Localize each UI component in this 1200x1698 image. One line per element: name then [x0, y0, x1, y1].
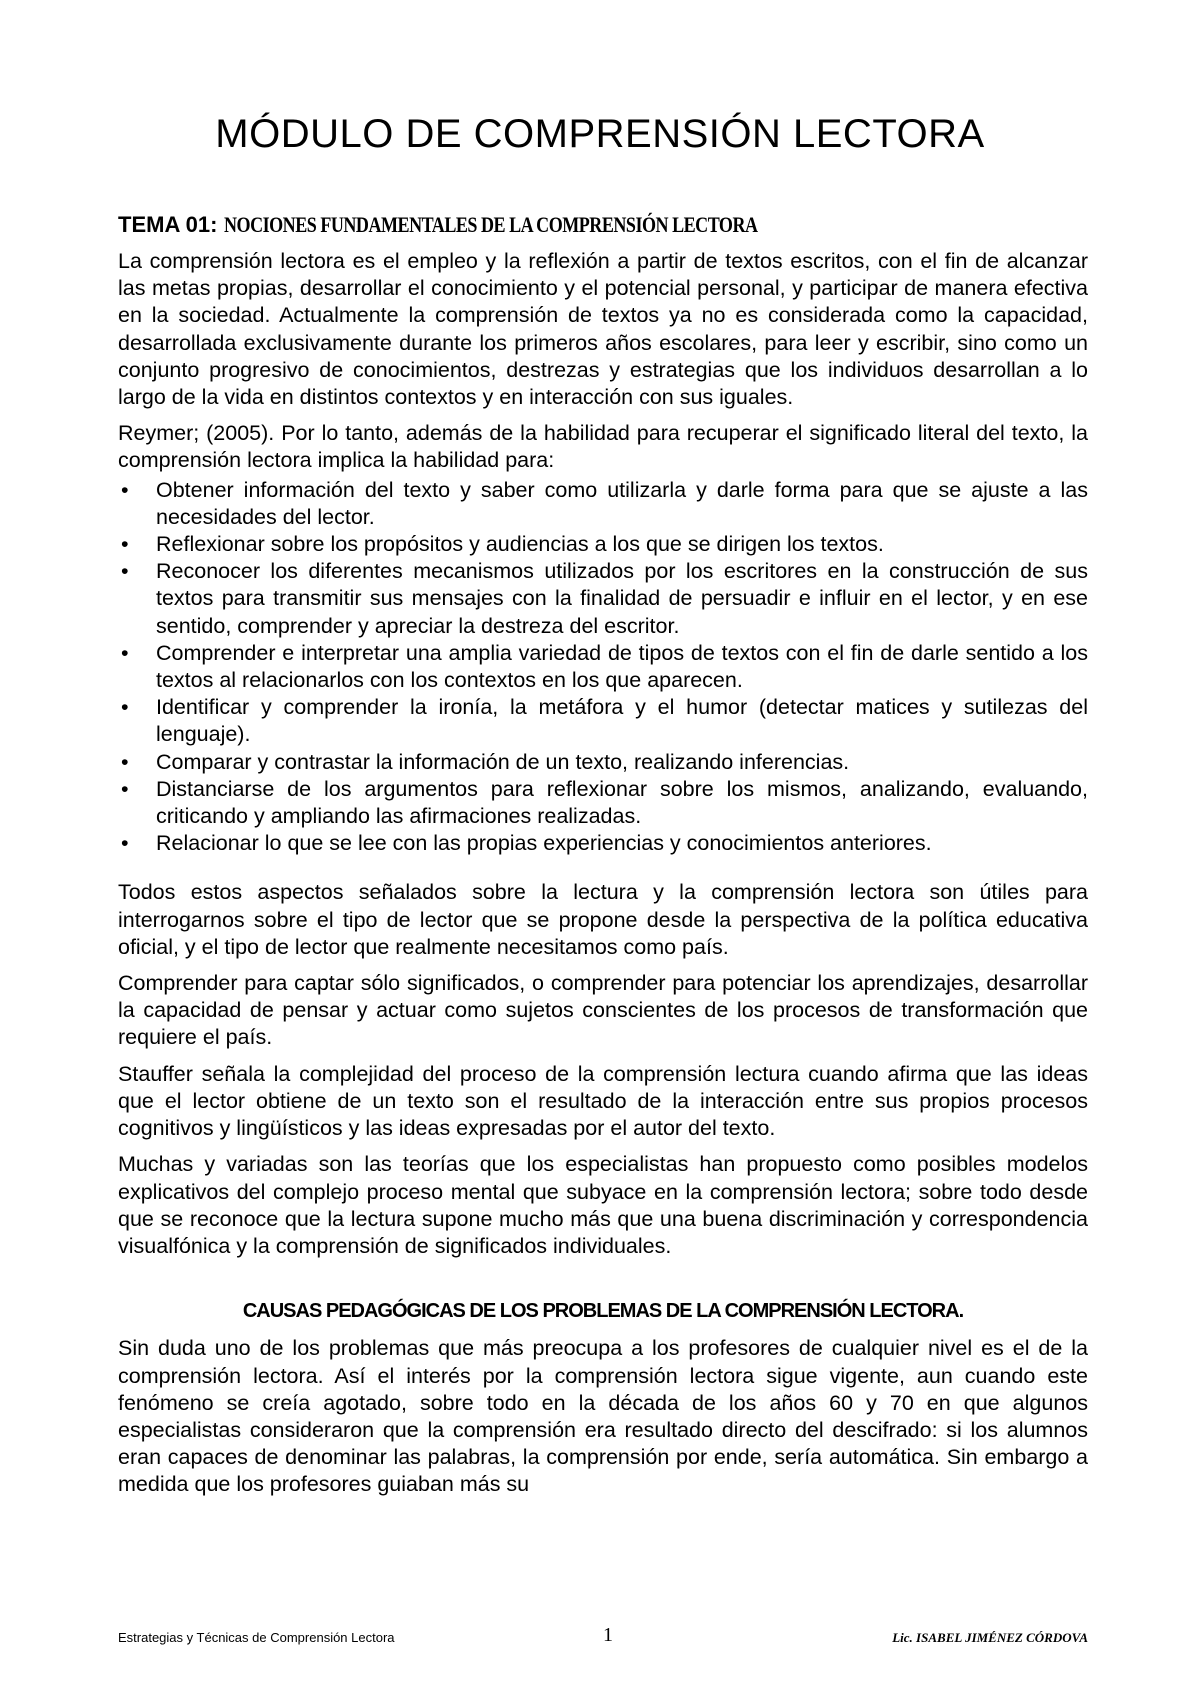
bullet-list — [118, 477, 1088, 858]
list-item: • Relacionar lo que se lee con las propias experiencias y conocimientos anteriores. — [118, 830, 1088, 857]
paragraph: Muchas y variadas son las teorías que los especialistas han propuesto como posibles modelos explicativos del complejo proceso mental que subyace en la comprensión lectora; sobre todo desde que se reconoce que la lectura supone mucho más que una buena discriminación y correspondencia visualfónica y la comprensión de significados individuales. — [118, 1152, 1088, 1258]
bullet-icon: • — [121, 640, 129, 665]
list-item: • Distanciarse de los argumentos para reflexionar sobre los mismos, analizando, evaluando, criticando y ampliando las afirmaciones realizadas. — [121, 776, 1088, 829]
subsection-heading: CAUSAS PEDAGÓGICAS DE LOS PROBLEMAS DE LA COMPRENSIÓN LECTORA. — [242, 1300, 964, 1323]
list-item: • Comprender e interpretar una amplia variedad de tipos de textos con el fin de darle sentido a los textos al relacionarlos con los contextos en los que aparecen. — [121, 640, 1088, 693]
footer-author: Lic. ISABEL JIMÉNEZ CÓRDOVA — [892, 1630, 1088, 1645]
bullet-icon: • — [121, 477, 129, 502]
paragraph: Todos estos aspectos señalados sobre la lectura y la comprensión lectora son útiles para interrogarnos sobre el tipo de lector que se propone desde la perspectiva de la política educativa oficial, y el tipo de lector que realmente necesitamos como país. — [118, 880, 1088, 959]
bullet-icon: • — [121, 831, 129, 856]
bullet-icon: • — [121, 532, 129, 557]
page-footer — [118, 1624, 1088, 1654]
page-number: 1 — [603, 1624, 613, 1646]
list-item: • Comparar y contrastar la información de un texto, realizando inferencias. — [118, 749, 1088, 776]
list-item: • Reconocer los diferentes mecanismos utilizados por los escritores en la construcción de sus textos para transmitir sus mensajes con la finalidad de persuadir e influir en el lector, y en ese sentido, comprender y apreciar la destreza del escritor. — [121, 559, 1088, 638]
bullet-icon: • — [121, 559, 129, 584]
paragraph: Sin duda uno de los problemas que más preocupa a los profesores de cualquier nivel es el de la comprensión lectora. Así el interés por la comprensión lectora sigue vigente, aun cuando este fenómeno se creía agotado, sobre todo en la década de los años 60 y 70 en que algunos especialistas consideraron que la comprensión era resultado directo del descifrado: si los alumnos eran capaces de denominar las palabras, la comprensión por ende, sería automática. Sin embargo a medida que los profesores guiaban más su — [118, 1336, 1088, 1497]
list-item: • Identificar y comprender la ironía, la metáfora y el humor (detectar matices y sutilezas del lenguaje). — [121, 695, 1088, 747]
section-prefix: TEMA 01: — [118, 212, 224, 237]
section-title: NOCIONES FUNDAMENTALES DE LA COMPRENSIÓN LECTORA — [223, 212, 758, 237]
section-heading — [118, 210, 1088, 240]
list-item: • Reflexionar sobre los propósitos y audiencias a los que se dirigen los textos. — [118, 531, 1088, 558]
paragraph: Comprender para captar sólo significados, o comprender para potenciar los aprendizajes, desarrollar la capacidad de pensar y actuar como sujetos conscientes de los procesos de transformación que requiere el país. — [118, 971, 1088, 1050]
content-body — [118, 210, 1088, 1508]
bullet-icon: • — [121, 695, 129, 720]
footer-course-title: Estrategias y Técnicas de Comprensión Lectora — [118, 1630, 395, 1645]
paragraph: La comprensión lectora es el empleo y la reflexión a partir de textos escritos, con el fin de alcanzar las metas propias, desarrollar el conocimiento y el potencial personal, y participar de manera efectiva en la sociedad. Actualmente la comprensión de textos ya no es considerada como la capacidad, desarrollada exclusivamente durante los primeros años escolares, para leer y escribir, sino como un conjunto progresivo de conocimientos, destrezas y estrategias que los individuos desarrollan a lo largo de la vida en distintos contextos y en interacción con sus iguales. — [118, 249, 1088, 410]
bullet-icon: • — [121, 776, 129, 801]
bullet-icon: • — [121, 749, 129, 774]
list-item: • Obtener información del texto y saber como utilizarla y darle forma para que se ajuste a las necesidades del lector. — [121, 477, 1088, 529]
page-title: MÓDULO DE COMPRENSIÓN LECTORA — [215, 112, 985, 156]
paragraph: Stauffer señala la complejidad del proceso de la comprensión lectura cuando afirma que las ideas que el lector obtiene de un texto son el resultado de la interacción entre sus propios procesos cognitivos y lingüísticos y las ideas expresadas por el autor del texto. — [118, 1061, 1088, 1141]
paragraph: Reymer; (2005). Por lo tanto, además de la habilidad para recuperar el significado literal del texto, la comprensión lectora implica la habilidad para: — [118, 421, 1088, 473]
